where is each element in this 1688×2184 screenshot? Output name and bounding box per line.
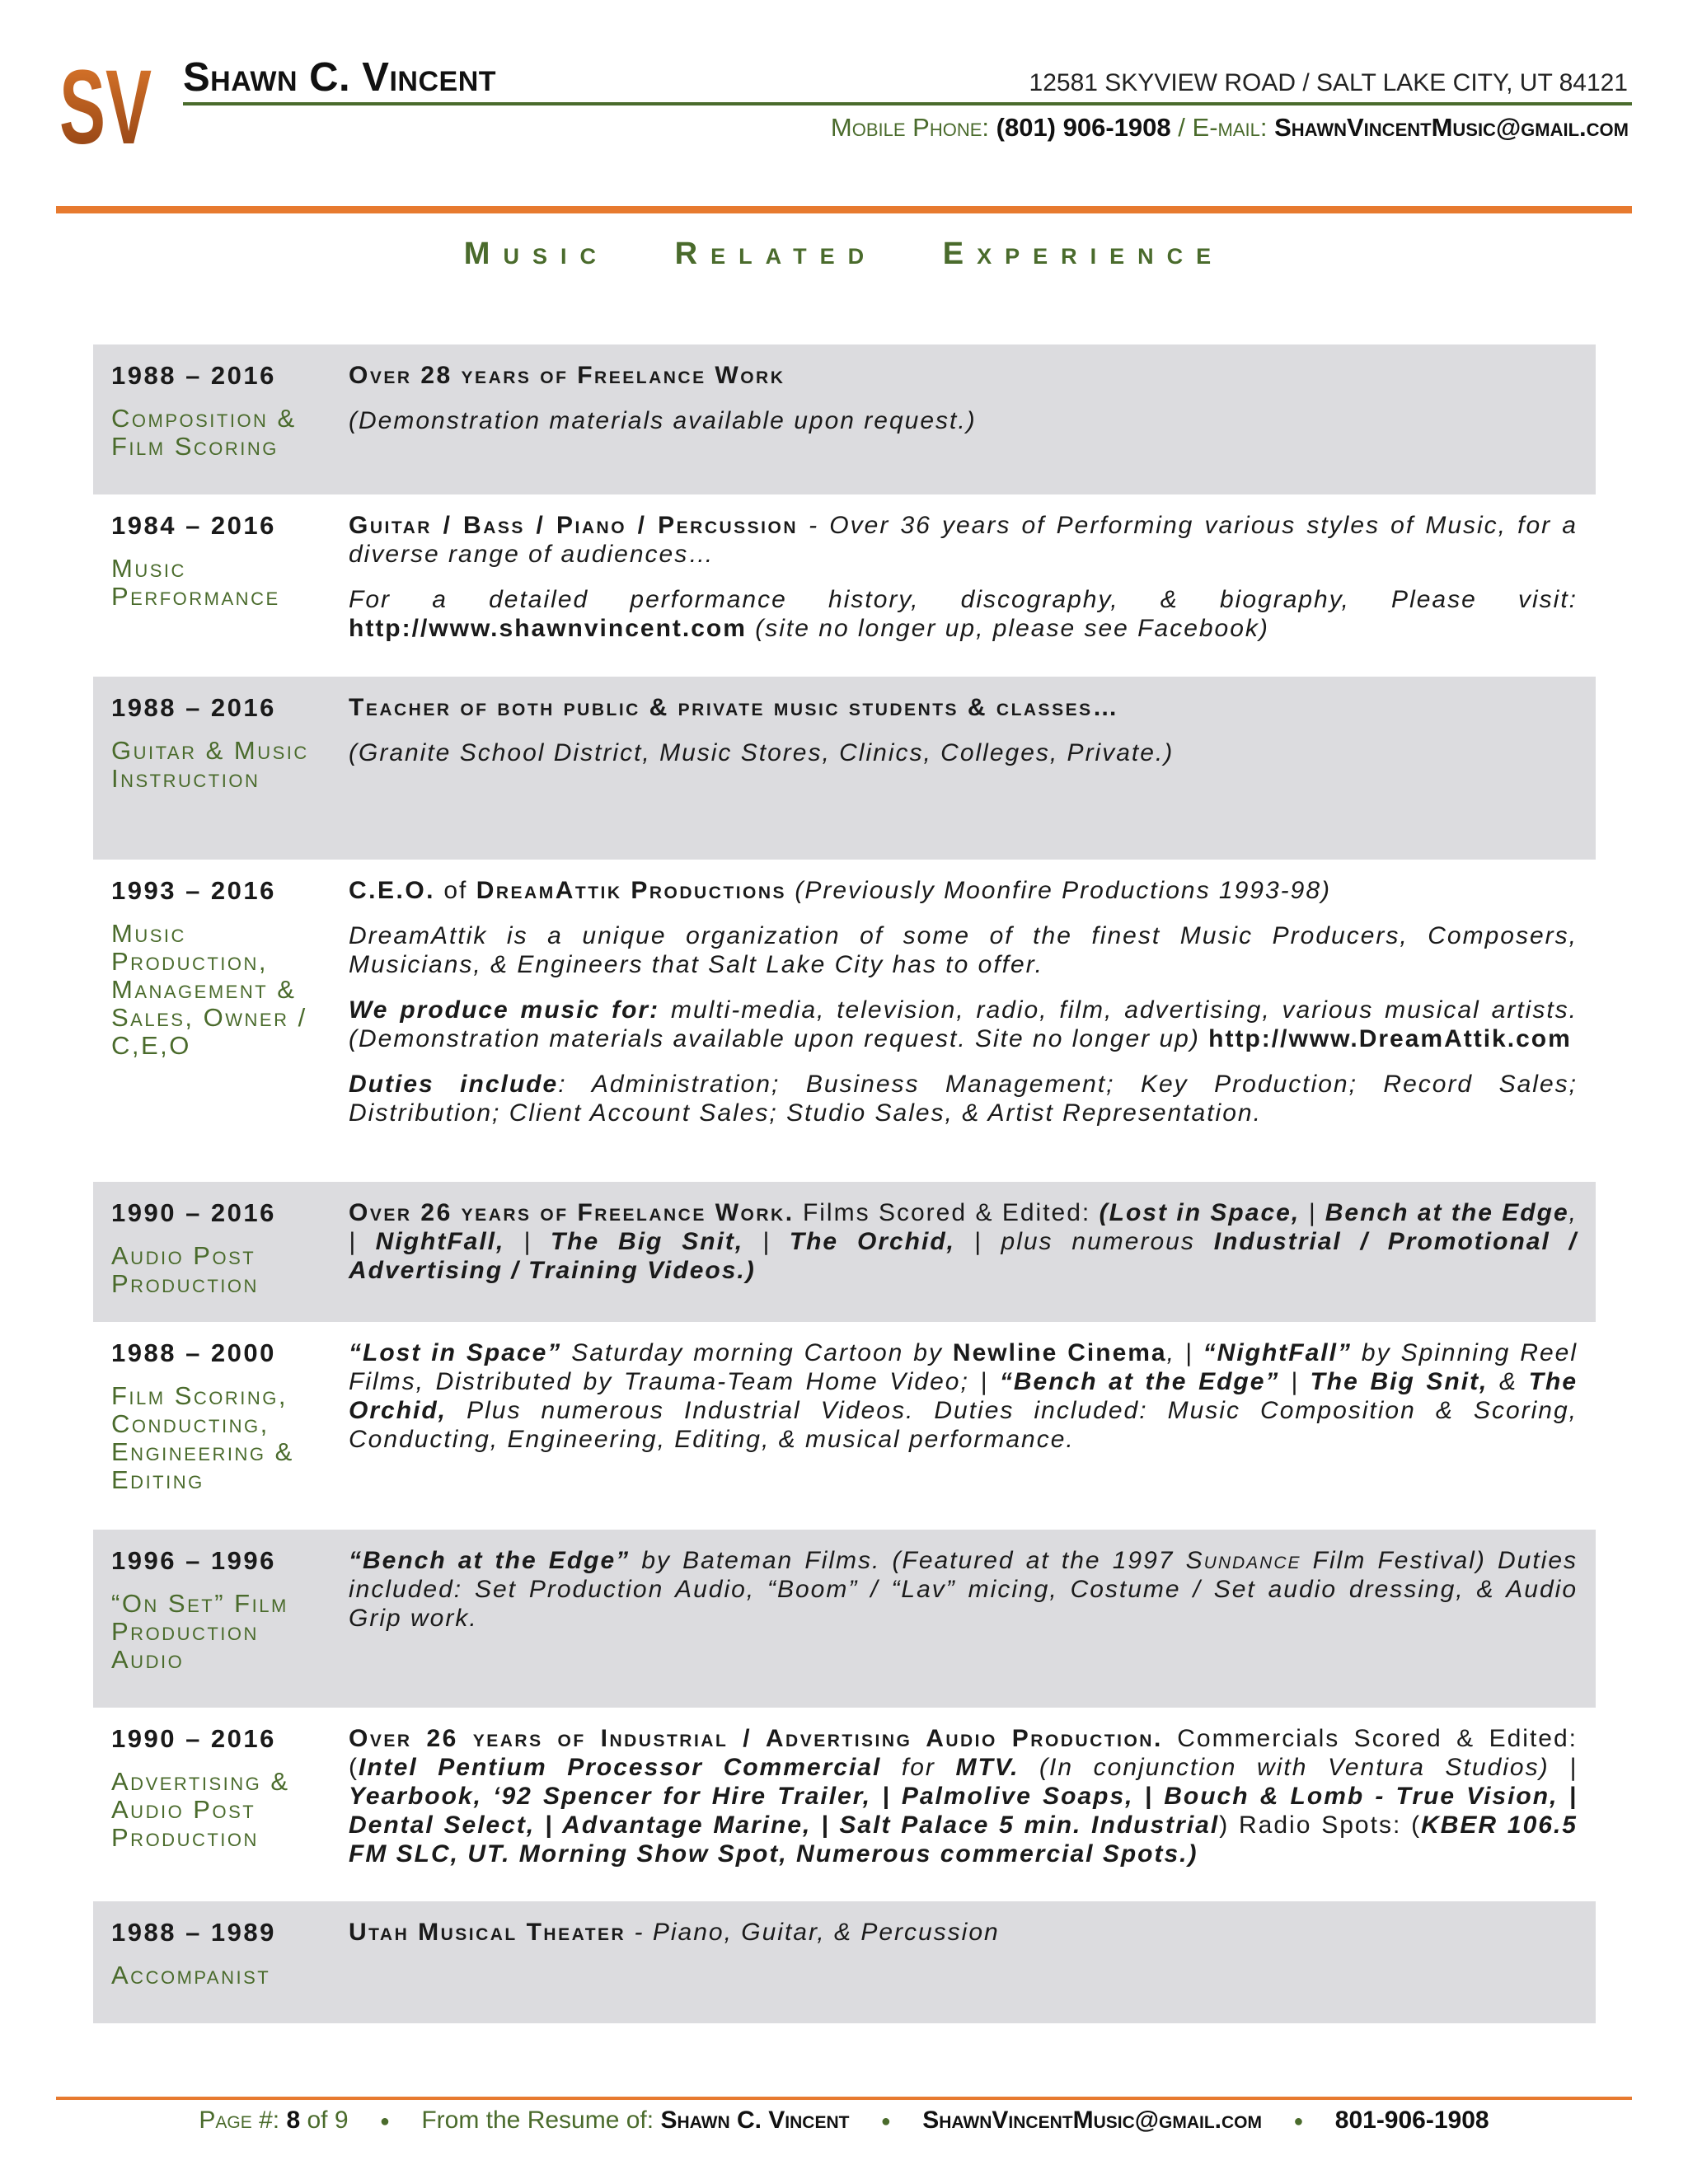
row-body bbox=[334, 1708, 1596, 1901]
sv-logo bbox=[58, 49, 157, 166]
row-body bbox=[334, 677, 1596, 860]
row-heading: Utah Musical Theater bbox=[349, 1919, 626, 1946]
row-category: “On Set” Film Production Audio bbox=[111, 1589, 288, 1674]
row-category: Guitar & Music Instruction bbox=[111, 736, 309, 793]
row-text: (In conjunction with Ventura Studios) | bbox=[1019, 1754, 1578, 1781]
row-text: Bench at the Edge bbox=[1325, 1199, 1569, 1226]
bullet-icon: ● bbox=[1293, 2111, 1304, 2130]
row-text: Industrial / Promotional / Advertising / Training Videos.) bbox=[349, 1228, 1578, 1284]
row-body bbox=[334, 1901, 1596, 2023]
row-text: : Administration; Business Management; Key Production; Record Sales; Distribution; Client Account Sales; Studio Sales, & Artist Representation. bbox=[349, 1071, 1578, 1127]
footer-phone[interactable]: 801-906-1908 bbox=[1334, 2107, 1489, 2134]
row-paragraph bbox=[349, 1198, 1578, 1285]
row-category: Audio Post Production bbox=[111, 1241, 259, 1298]
row-paragraph bbox=[349, 1546, 1578, 1633]
row-text: by Spinning Reel Films, Distributed by Trauma-Team Home Video; | bbox=[349, 1339, 1578, 1395]
page-footer bbox=[0, 2107, 1688, 2135]
row-category: Composition & Film Scoring bbox=[111, 404, 297, 461]
row-heading: Guitar / Bass / Piano / Percussion bbox=[349, 512, 799, 539]
header-divider bbox=[183, 102, 1632, 105]
experience-row bbox=[93, 1708, 1596, 1901]
page-label: Page #: bbox=[199, 2107, 280, 2134]
website-link[interactable]: http://www.shawnvincent.com bbox=[349, 615, 747, 642]
row-text: Plus numerous Industrial Videos. Duties included: Music Composition & Scoring, Conducting, Engineering, Editing, & musical performance. bbox=[349, 1397, 1578, 1453]
experience-row bbox=[93, 860, 1596, 1182]
row-text: “Bench at the Edge” bbox=[999, 1368, 1280, 1395]
row-paragraph: (Demonstration materials available upon request.) bbox=[349, 407, 977, 434]
row-text: Film Festival) Duties included: Set Production Audio, “Boom” / “Lav” micing, Costume / Set audio dressing, & Audio Grip work. bbox=[349, 1547, 1578, 1632]
bullet-icon: ● bbox=[379, 2111, 390, 2130]
row-dates: 1988 – 1989 bbox=[111, 1918, 276, 1947]
footer-divider bbox=[56, 2097, 1632, 2100]
row-text: Intel Pentium Processor Commercial bbox=[359, 1754, 882, 1781]
orange-divider bbox=[56, 206, 1632, 213]
email-label: E-mail: bbox=[1192, 113, 1268, 142]
logo-text: SV bbox=[59, 49, 152, 166]
row-text: “Lost in Space” bbox=[349, 1339, 562, 1366]
row-left bbox=[93, 1182, 334, 1322]
row-body bbox=[334, 344, 1596, 494]
row-paragraph: DreamAttik is a unique organization of some of the finest Music Producers, Composers, Musicians, & Engineers that Salt Lake City has to offer. bbox=[349, 922, 1578, 978]
row-left bbox=[93, 1708, 334, 1901]
address: 12581 SKYVIEW ROAD / SALT LAKE CITY, UT 84121 bbox=[1029, 69, 1628, 96]
row-text: (site no longer up, please see Facebook) bbox=[746, 615, 1269, 642]
footer-email[interactable]: ShawnVincentMusic@gmail.com bbox=[922, 2107, 1262, 2134]
row-paragraph bbox=[349, 585, 1578, 643]
email-link[interactable]: ShawnVincentMusic@gmail.com bbox=[1274, 113, 1629, 142]
row-text: of bbox=[435, 877, 476, 904]
experience-row bbox=[93, 677, 1596, 860]
row-paragraph bbox=[349, 693, 1578, 722]
experience-row bbox=[93, 494, 1596, 677]
row-left bbox=[93, 1901, 334, 2023]
row-category: Advertising & Audio Post Production bbox=[111, 1767, 290, 1852]
row-text: Over 36 years of Performing various styles of Music, for a diverse range of audiences… bbox=[349, 512, 1578, 568]
section-title-word: Experience bbox=[942, 237, 1225, 271]
row-dates: 1988 – 2000 bbox=[111, 1338, 276, 1367]
row-text: For a detailed performance history, discography, & biography, Please visit: bbox=[349, 586, 1578, 613]
experience-row bbox=[93, 1182, 1596, 1322]
row-text: | bbox=[504, 1228, 551, 1255]
experience-table bbox=[93, 344, 1596, 2023]
row-body bbox=[334, 860, 1596, 1182]
row-text: NightFall, bbox=[375, 1228, 505, 1255]
row-dates: 1988 – 2016 bbox=[111, 693, 276, 722]
row-text: ) Radio Spots: ( bbox=[1219, 1811, 1422, 1839]
row-paragraph bbox=[349, 361, 1578, 390]
row-text: The Orchid, bbox=[349, 1368, 1578, 1424]
row-left bbox=[93, 1530, 334, 1708]
row-heading: Over 28 years of Freelance Work bbox=[349, 362, 785, 389]
row-category: Music Performance bbox=[111, 554, 280, 611]
section-title-word: Related bbox=[674, 237, 878, 271]
row-text: MTV. bbox=[955, 1754, 1020, 1781]
row-left bbox=[93, 344, 334, 494]
row-text: “NightFall” bbox=[1203, 1339, 1352, 1366]
row-text: & bbox=[1488, 1368, 1529, 1395]
experience-row bbox=[93, 1322, 1596, 1530]
bullet-icon: ● bbox=[880, 2111, 891, 2130]
row-text: | bbox=[1300, 1199, 1325, 1226]
row-paragraph bbox=[349, 1338, 1578, 1454]
row-dates: 1996 – 1996 bbox=[111, 1546, 276, 1575]
row-heading: C.E.O. bbox=[349, 877, 436, 904]
row-text: KBER 106.5 FM SLC, UT. Morning Show Spot, Numerous commercial Spots.) bbox=[349, 1811, 1578, 1868]
experience-row bbox=[93, 344, 1596, 494]
row-left bbox=[93, 860, 334, 1182]
row-paragraph bbox=[349, 876, 1578, 905]
row-paragraph bbox=[349, 1918, 1578, 1947]
row-heading: Teacher of both public & private music students & classes… bbox=[349, 694, 1120, 721]
section-title bbox=[0, 237, 1688, 272]
row-text: for bbox=[881, 1754, 956, 1781]
row-left bbox=[93, 677, 334, 860]
row-heading: DreamAttik Productions bbox=[476, 877, 787, 904]
row-text: Saturday morning Cartoon by bbox=[561, 1339, 953, 1366]
row-dates: 1993 – 2016 bbox=[111, 876, 276, 905]
row-paragraph bbox=[349, 1724, 1578, 1868]
footer-name: Shawn C. Vincent bbox=[660, 2107, 850, 2134]
row-text: | bbox=[743, 1228, 790, 1255]
row-dates: 1988 – 2016 bbox=[111, 361, 276, 390]
row-category: Film Scoring, Conducting, Engineering & Editing bbox=[111, 1381, 294, 1494]
row-text: Films Scored & Edited: bbox=[794, 1199, 1100, 1226]
row-text: Commercials Scored & Edited: ( bbox=[349, 1725, 1578, 1781]
row-dates: 1990 – 2016 bbox=[111, 1198, 276, 1227]
row-text: multi-media, television, radio, film, advertising, various musical artists. (Demonstration materials available upon request. Site no longer up) bbox=[349, 996, 1578, 1052]
mobile-phone[interactable]: (801) 906-1908 bbox=[996, 113, 1171, 142]
row-text: by Bateman Films. (Featured at the 1997 bbox=[630, 1547, 1186, 1574]
row-dates: 1990 – 2016 bbox=[111, 1724, 276, 1753]
page-total: of 9 bbox=[307, 2107, 349, 2134]
page-number: 8 bbox=[286, 2107, 301, 2134]
row-label: Duties include bbox=[349, 1071, 559, 1098]
row-body bbox=[334, 1530, 1596, 1708]
resume-name: Shawn C. Vincent bbox=[183, 55, 497, 100]
row-body bbox=[334, 494, 1596, 677]
row-paragraph bbox=[349, 511, 1578, 569]
row-text: Sundance bbox=[1185, 1547, 1301, 1574]
row-text: Yearbook, ‘92 Spencer for Hire Trailer, | Palmolive Soaps, | Bouch & Lomb - True Vision, | Dental Select, | Advantage Marine, | Salt Palace 5 min. Industrial bbox=[349, 1783, 1578, 1839]
row-text: , | bbox=[1166, 1339, 1203, 1366]
row-paragraph bbox=[349, 996, 1578, 1053]
row-text: (Lost in Space, bbox=[1099, 1199, 1301, 1226]
website-link[interactable]: http://www.DreamAttik.com bbox=[1208, 1025, 1572, 1052]
row-paragraph bbox=[349, 1070, 1578, 1127]
section-title-word: Music bbox=[463, 237, 609, 271]
row-dates: 1984 – 2016 bbox=[111, 511, 276, 540]
experience-row bbox=[93, 1530, 1596, 1708]
mobile-label: Mobile Phone: bbox=[830, 113, 990, 142]
row-text: The Big Snit, bbox=[550, 1228, 744, 1255]
row-body bbox=[334, 1182, 1596, 1322]
row-paragraph: (Granite School District, Music Stores, Clinics, Colleges, Private.) bbox=[349, 739, 1175, 766]
row-text: | bbox=[1279, 1368, 1311, 1395]
row-left bbox=[93, 494, 334, 677]
row-text: - bbox=[798, 512, 830, 539]
row-label: We produce music for: bbox=[349, 996, 660, 1024]
row-text: Newline Cinema bbox=[952, 1339, 1167, 1366]
row-text: (Previously Moonfire Productions 1993-98) bbox=[786, 877, 1331, 904]
row-category: Accompanist bbox=[111, 1961, 271, 1990]
experience-row bbox=[93, 1901, 1596, 2023]
row-heading: Over 26 years of Industrial / Advertising Audio Production. bbox=[349, 1725, 1163, 1752]
row-text: “Bench at the Edge” bbox=[349, 1547, 631, 1574]
row-text: The Big Snit, bbox=[1310, 1368, 1489, 1395]
row-category: Music Production, Management & Sales, Owner / C,E,O bbox=[111, 919, 307, 1060]
contact-line bbox=[831, 113, 1629, 143]
row-text: , | bbox=[349, 1199, 1578, 1255]
row-text: The Orchid, bbox=[789, 1228, 955, 1255]
email-separator: / bbox=[1178, 113, 1185, 142]
row-text: - Piano, Guitar, & Percussion bbox=[626, 1919, 1000, 1946]
row-body bbox=[334, 1322, 1596, 1530]
row-text: | plus numerous bbox=[955, 1228, 1214, 1255]
row-left bbox=[93, 1322, 334, 1530]
footer-from: From the Resume of: bbox=[421, 2107, 654, 2134]
row-heading: Over 26 years of Freelance Work. bbox=[349, 1199, 795, 1226]
